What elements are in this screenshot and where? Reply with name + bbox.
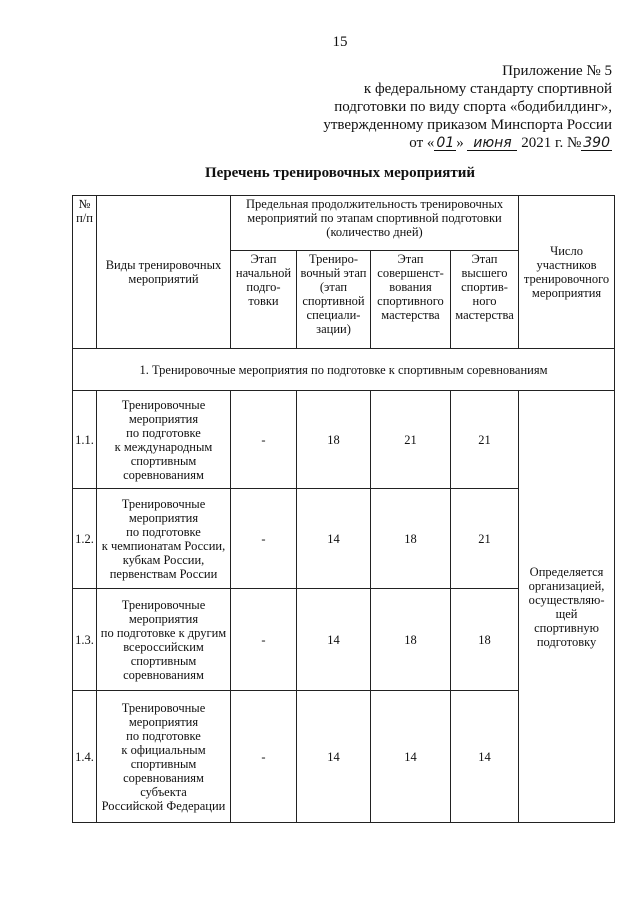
header-stage-training: Трениро- вочный этап (этап спортивной специали- зации) [297, 251, 371, 349]
stage-initial-days: - [231, 489, 297, 589]
participants-value: Определяется организацией, осуществляю- щей спортивную подготовку [519, 391, 615, 823]
appendix-line: утвержденному приказом Минспорта России [323, 117, 612, 133]
row-number: 1.2. [73, 489, 97, 589]
document-title: Перечень тренировочных мероприятий [205, 165, 475, 181]
stage-training-days: 18 [297, 391, 371, 489]
stage-initial-days: - [231, 589, 297, 691]
stage-training-days: 14 [297, 489, 371, 589]
stage-highest-days: 18 [451, 589, 519, 691]
training-events-table [72, 195, 615, 823]
row-number: 1.1. [73, 391, 97, 489]
handwritten-order-number: 390 [583, 135, 610, 151]
stage-improvement-days: 18 [371, 589, 451, 691]
header-stage-improvement: Этап совершенст- вования спортивного мастерства [371, 251, 451, 349]
stage-initial-days: - [231, 691, 297, 823]
handwritten-month: июня [467, 136, 517, 151]
stage-improvement-days: 18 [371, 489, 451, 589]
row-number: 1.4. [73, 691, 97, 823]
header-participants: Число участников тренировочного мероприятия [519, 196, 615, 349]
appendix-line: к федеральному стандарту спортивной [363, 81, 612, 97]
date-prefix: от « [409, 135, 435, 151]
appendix-header [282, 62, 612, 152]
appendix-title: Приложение № 5 [502, 63, 612, 79]
appendix-line: подготовки по виду спорта «бодибилдинг», [334, 99, 612, 115]
date-mid: » [456, 135, 464, 151]
stage-highest-days: 21 [451, 391, 519, 489]
page-number: 15 [332, 34, 348, 50]
event-name: Тренировочные мероприятия по подготовке к международным спортивным соревнованиям [97, 391, 231, 489]
stage-improvement-days: 21 [371, 391, 451, 489]
header-duration: Предельная продолжительность тренировочных мероприятий по этапам спортивной подготовки (количество дней) [231, 196, 519, 251]
row-number: 1.3. [73, 589, 97, 691]
stage-highest-days: 14 [451, 691, 519, 823]
stage-training-days: 14 [297, 589, 371, 691]
stage-training-days: 14 [297, 691, 371, 823]
event-name: Тренировочные мероприятия по подготовке к официальным спортивным соревнованиям субъекта Российской Федерации [97, 691, 231, 823]
date-year: 2021 г. № [521, 135, 582, 151]
stage-improvement-days: 14 [371, 691, 451, 823]
table-row [73, 391, 615, 489]
event-name: Тренировочные мероприятия по подготовке к чемпионатам России, кубкам России, первенствам России [97, 489, 231, 589]
event-name: Тренировочные мероприятия по подготовке к другим всероссийским спортивным соревнованиям [97, 589, 231, 691]
stage-initial-days: - [231, 391, 297, 489]
order-date-line [282, 134, 612, 152]
handwritten-day: 01 [436, 135, 455, 151]
header-num: № п/п [73, 196, 97, 349]
section-heading: 1. Тренировочные мероприятия по подготовке к спортивным соревнованиям [73, 349, 615, 391]
header-stage-highest: Этап высшего спортив- ного мастерства [451, 251, 519, 349]
stage-highest-days: 21 [451, 489, 519, 589]
header-event-type: Виды тренировочных мероприятий [97, 196, 231, 349]
header-stage-initial: Этап начальной подго- товки [231, 251, 297, 349]
